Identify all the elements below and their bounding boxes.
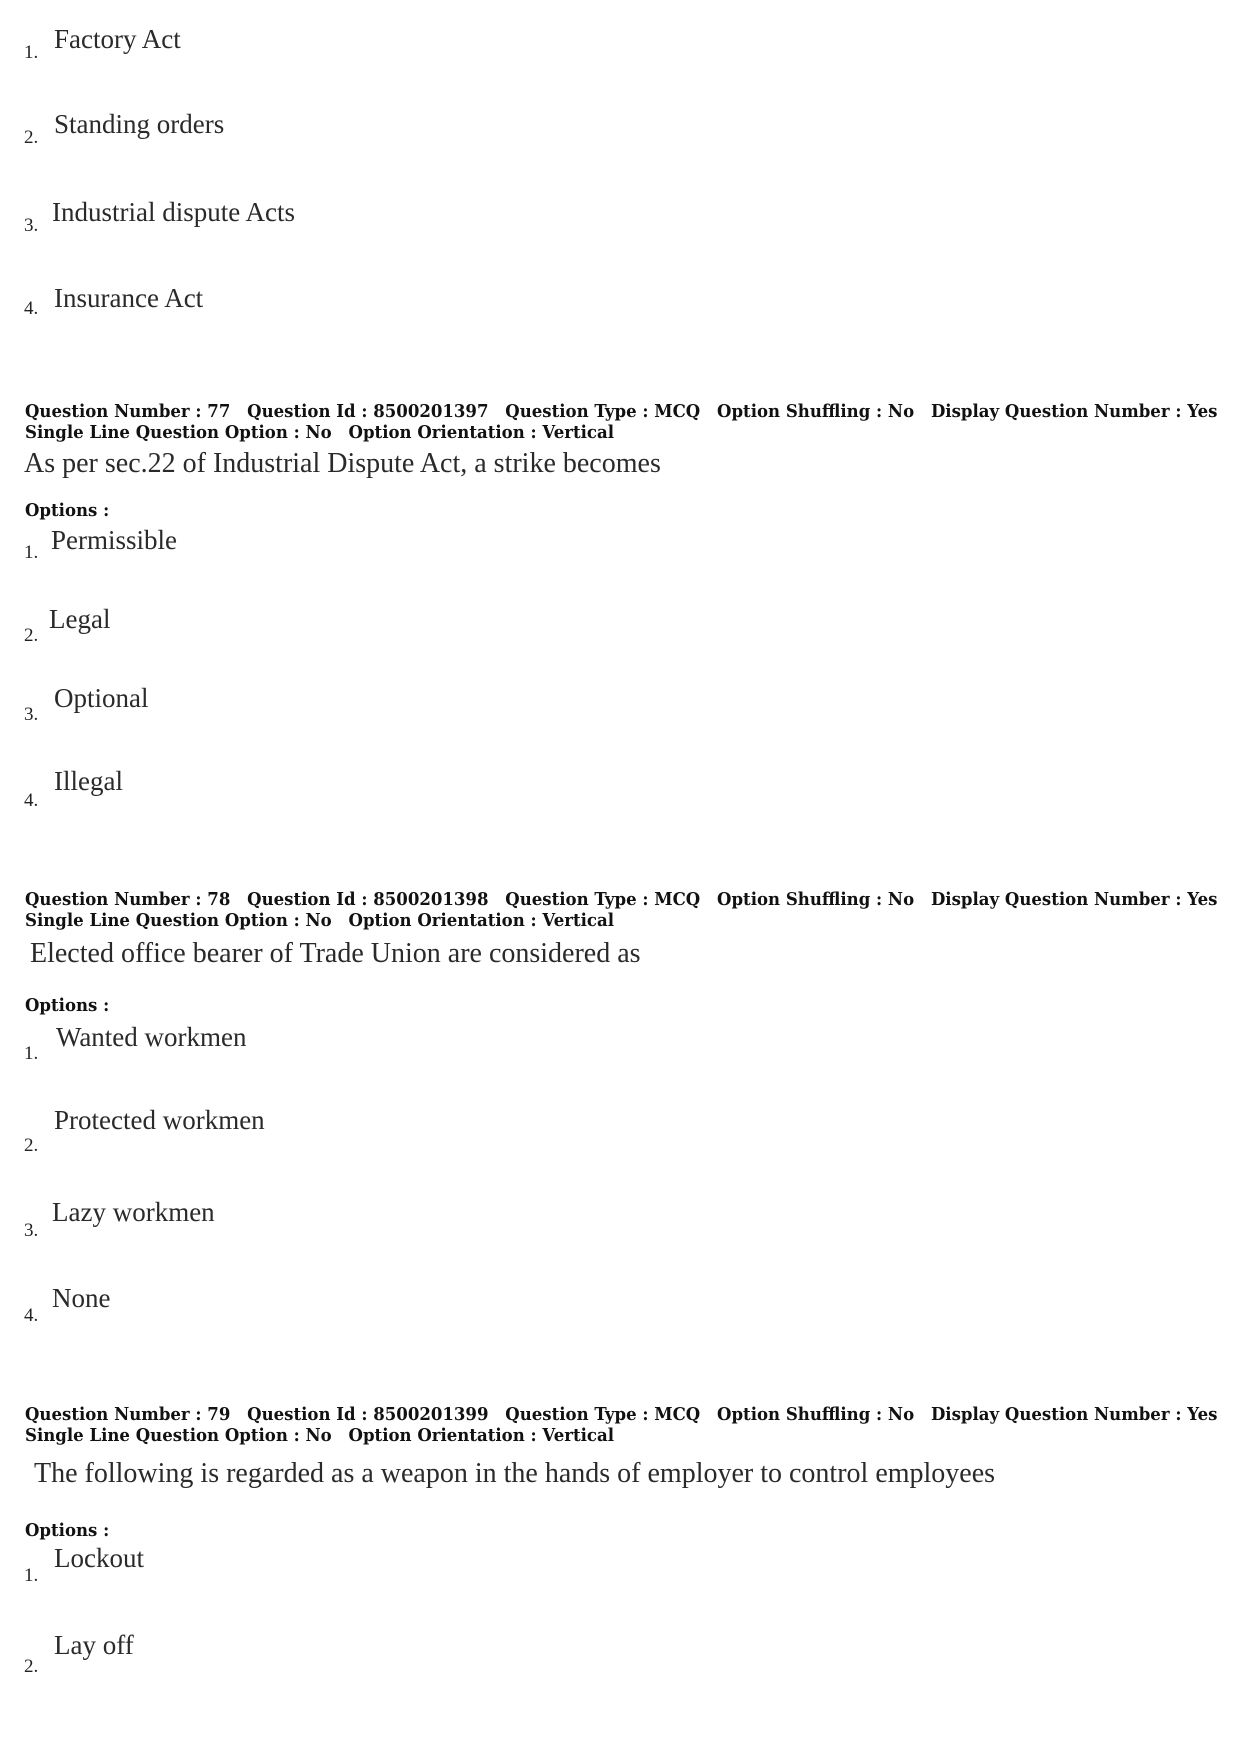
single-line-question-option: Single Line Question Option : No [25, 422, 332, 443]
question-number: Question Number : 77 [25, 401, 231, 422]
option-shuffling: Option Shuffling : No [717, 889, 915, 910]
option-shuffling: Option Shuffling : No [717, 1404, 915, 1425]
question-meta-line-2 [25, 422, 625, 443]
option-text: Illegal [54, 766, 123, 796]
option-text: Lay off [54, 1630, 134, 1660]
option-number: 2. [24, 625, 39, 646]
option-number: 4. [24, 1305, 39, 1326]
question-type: Question Type : MCQ [505, 889, 701, 910]
question-meta-line-2 [25, 910, 625, 931]
option-number: 3. [24, 215, 39, 236]
question-text: Elected office bearer of Trade Union are considered as [30, 938, 641, 969]
option-shuffling: Option Shuffling : No [717, 401, 915, 422]
question-text: As per sec.22 of Industrial Dispute Act, a strike becomes [24, 448, 661, 479]
option-number: 1. [24, 1565, 39, 1586]
options-label: Options : [25, 500, 110, 521]
single-line-question-option: Single Line Question Option : No [25, 1425, 332, 1446]
option-orientation: Option Orientation : Vertical [348, 910, 615, 931]
option-number: 1. [24, 1043, 39, 1064]
option-text: Permissible [51, 525, 177, 555]
option-number: 3. [24, 1220, 39, 1241]
question-id: Question Id : 8500201399 [247, 1404, 489, 1425]
option-text: Factory Act [54, 24, 181, 54]
options-label: Options : [25, 1520, 110, 1541]
question-meta-line-1 [25, 889, 1228, 910]
option-number: 2. [24, 1135, 39, 1156]
option-text: Lazy workmen [52, 1197, 215, 1227]
options-label: Options : [25, 995, 110, 1016]
option-number: 1. [24, 42, 39, 63]
option-text: Lockout [54, 1543, 144, 1573]
question-meta-line-1 [25, 1404, 1228, 1425]
option-text: Optional [54, 683, 149, 713]
question-number: Question Number : 78 [25, 889, 231, 910]
option-text: Legal [49, 604, 111, 634]
option-number: 4. [24, 790, 39, 811]
question-type: Question Type : MCQ [505, 1404, 701, 1425]
option-text: None [52, 1283, 111, 1313]
display-question-number: Display Question Number : Yes [930, 1404, 1218, 1425]
question-meta-line-1 [25, 401, 1228, 422]
question-type: Question Type : MCQ [505, 401, 701, 422]
display-question-number: Display Question Number : Yes [930, 401, 1218, 422]
option-text: Protected workmen [54, 1105, 265, 1135]
display-question-number: Display Question Number : Yes [930, 889, 1218, 910]
question-meta-line-2 [25, 1425, 625, 1446]
option-text: Insurance Act [54, 283, 204, 313]
question-number: Question Number : 79 [25, 1404, 231, 1425]
option-number: 2. [24, 1656, 39, 1677]
option-number: 2. [24, 127, 39, 148]
option-number: 1. [24, 542, 39, 563]
option-number: 3. [24, 704, 39, 725]
question-text: The following is regarded as a weapon in the hands of employer to control employees [34, 1458, 996, 1489]
question-id: Question Id : 8500201398 [247, 889, 489, 910]
option-text: Standing orders [54, 109, 225, 139]
option-orientation: Option Orientation : Vertical [348, 1425, 615, 1446]
single-line-question-option: Single Line Question Option : No [25, 910, 332, 931]
option-number: 4. [24, 298, 39, 319]
option-text: Industrial dispute Acts [52, 197, 295, 227]
question-id: Question Id : 8500201397 [247, 401, 489, 422]
option-orientation: Option Orientation : Vertical [348, 422, 615, 443]
option-text: Wanted workmen [56, 1022, 247, 1052]
